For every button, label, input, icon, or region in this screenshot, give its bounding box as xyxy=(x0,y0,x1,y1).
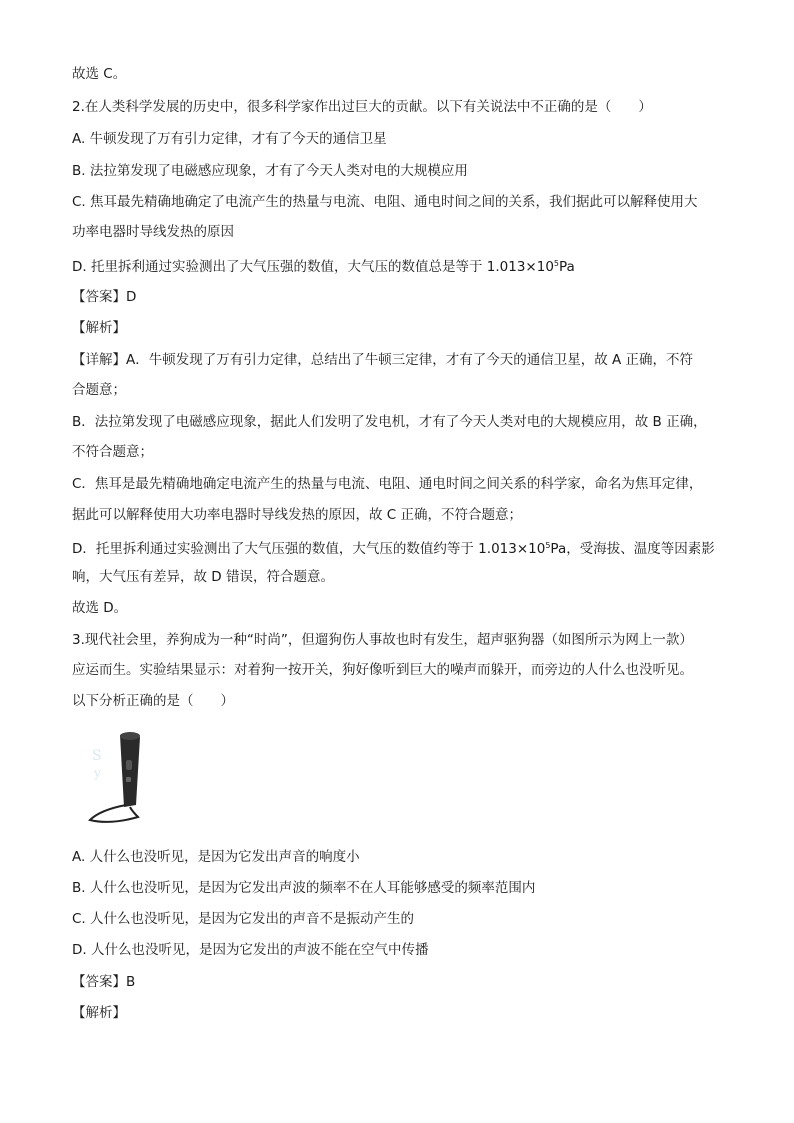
detail-line xyxy=(72,536,715,559)
detail-text: D．托里拆利通过实验测出了大气压强的数值，大气压的数值约等于 1.013×10 xyxy=(72,541,546,557)
text-line: 故选 C。 xyxy=(72,66,127,82)
option-b: B. 人什么也没听见，是因为它发出声波的频率不在人耳能够感受的频率范围内 xyxy=(72,880,536,896)
option-c-cont: 功率电器时导线发热的原因 xyxy=(72,224,234,240)
question-2-stem: 2.在人类科学发展的历史中，很多科学家作出过巨大的贡献。以下有关说法中不正确的是（ ） xyxy=(72,99,652,115)
unit: Pa xyxy=(559,259,575,275)
question-3-stem: 3.现代社会里，养狗成为一种“时尚”，但遛狗伤人事故也时有发生，超声驱狗器（如图所示为网上一款） xyxy=(72,632,693,648)
option-c: C. 人什么也没听见，是因为它发出的声音不是振动产生的 xyxy=(72,911,415,927)
option-b: B. 法拉第发现了电磁感应现象，才有了今天人类对电的大规模应用 xyxy=(72,163,468,179)
detail-line: 【详解】A．牛顿发现了万有引力定律，总结出了牛顿三定律，才有了今天的通信卫星，故 A 正确，不符 xyxy=(72,352,694,368)
detail-text-cont: Pa，受海拔、温度等因素影 xyxy=(550,541,715,557)
option-a: A. 牛顿发现了万有引力定律，才有了今天的通信卫星 xyxy=(72,131,387,147)
svg-text:y: y xyxy=(94,766,101,780)
option-c: C. 焦耳最先精确地确定了电流产生的热量与电流、电阻、通电时间之间的关系，我们据此可以解释使用大 xyxy=(72,194,698,210)
superscript: 5 xyxy=(553,259,559,268)
detail-line: B．法拉第发现了电磁感应现象，据此人们发明了发电机，才有了今天人类对电的大规模应用，故 B 正确， xyxy=(72,414,707,430)
option-a: A. 人什么也没听见，是因为它发出声音的响度小 xyxy=(72,849,360,865)
text-line: 故选 D。 xyxy=(72,600,128,616)
option-d xyxy=(72,254,575,277)
option-d-text: D. 托里拆利通过实验测出了大气压强的数值，大气压的数值总是等于 1.013×10 xyxy=(72,259,554,275)
detail-line: C．焦耳是最先精确地确定电流产生的热量与电流、电阻、通电时间之间关系的科学家，命名为焦耳定律， xyxy=(72,476,703,492)
detail-line: 据此可以解释使用大功率电器时导线发热的原因，故 C 正确，不符合题意； xyxy=(72,507,523,523)
analysis-label: 【解析】 xyxy=(72,1005,126,1021)
answer-label: 【答案】B xyxy=(72,974,136,990)
question-3-stem-cont: 以下分析正确的是（ ） xyxy=(72,693,234,709)
question-3-stem-cont: 应运而生。实验结果显示：对着狗一按开关，狗好像听到巨大的噪声而躲开，而旁边的人什么也没听见。 xyxy=(72,662,693,678)
svg-text:S: S xyxy=(92,748,102,764)
answer-label: 【答案】D xyxy=(72,289,137,305)
analysis-label: 【解析】 xyxy=(72,320,126,336)
superscript: 5 xyxy=(545,541,551,550)
detail-line: 合题意； xyxy=(72,382,126,398)
detail-line: 响，大气压有差异，故 D 错误，符合题意。 xyxy=(72,569,334,585)
option-d: D. 人什么也没听见，是因为它发出的声波不能在空气中传播 xyxy=(72,942,429,958)
dog-repeller-image xyxy=(80,725,160,830)
detail-line: 不符合题意； xyxy=(72,444,153,460)
